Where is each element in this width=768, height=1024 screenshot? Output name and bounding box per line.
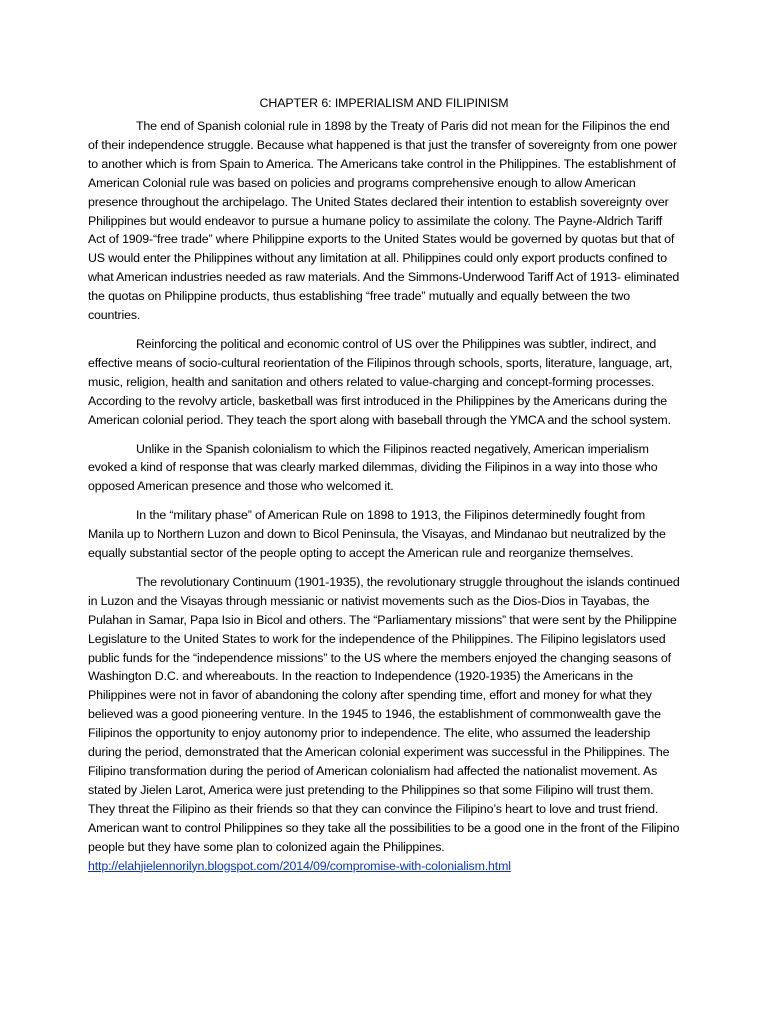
paragraph-2: Reinforcing the political and economic control of US over the Philippines was subtler, indirect, and effective means of socio-cultural reorientation of the Filipinos through schools, sports, literature, language, art, music, religion, health and sanitation and others related to value-charging and concept-forming processes. According to the revolvy article, basketball was first introduced in the Philippines by the Americans during the American colonial period. They teach the sport along with baseball through the YMCA and the school system. [88,336,673,427]
paragraph-5: The revolutionary Continuum (1901-1935), the revolutionary struggle throughout the islands continued in Luzon and the Visayas through messianic or nativist movements such as the Dios-Dios in Tayabas, the Pulahan in Samar, Papa Isio in Bicol and others. The “Parliamentary missions” that were sent by the Philippine Legislature to the United States to work for the independence of the Philippines. The Filipino legislators used public funds for the “independence missions” to the US where the members enjoyed the changing seasons of Washington D.C. and whereabouts. In the reaction to Independence (1920-1935) the Americans in the Philippines were not in favor of abandoning the colony after spending time, effort and money for what they believed was a good pioneering venture. In the 1945 to 1946, the establishment of commonwealth gave the Filipinos the opportunity to enjoy autonomy prior to independence. The elite, who assumed the leadership during the period, demonstrated that the American colonial experiment was successful in the Philippines. The Filipino transformation during the period of American colonialism had affected the nationalist movement. As stated by Jielen Larot, America were just pretending to the Philippines so that some Filipino will trust them. They threat the Filipino as their friends so that they can convince the Filipino’s heart to love and trust friend. American want to control Philippines so they take all the possibilities to be a good one in the front of the Filipino people but they have some plan to colonized again the Philippines. [88,574,680,854]
paragraph-4: In the “military phase” of American Rule on 1898 to 1913, the Filipinos determinedly fought from Manila up to Northern Luzon and down to Bicol Peninsula, the Visayas, and Mindanao but neutralized by the equally substantial sector of the people opting to accept the American rule and reorganize themselves. [88,508,666,561]
paragraph-3: Unlike in the Spanish colonialism to which the Filipinos reacted negatively, American imperialism evoked a kind of response that was clearly marked dilemmas, dividing the Filipinos in a way into those who opposed American presence and those who welcomed it. [88,441,658,494]
source-link[interactable]: http://elahjielennorilyn.blogspot.com/2014/09/compromise-with-colonialism.html [88,858,511,873]
document-page [88,94,680,875]
paragraph-1: The end of Spanish colonial rule in 1898 by the Treaty of Paris did not mean for the Filipinos the end of their independence struggle. Because what happened is that just the transfer of sovereignty from one power to another which is from Spain to America. The Americans take control in the Philippines. The establishment of American Colonial rule was based on policies and programs comprehensive enough to allow American presence throughout the archipelago. The United States declared their intention to establish sovereignty over Philippines but would endeavor to pursue a humane policy to assimilate the colony. The Payne-Aldrich Tariff Act of 1909-“free trade” where Philippine exports to the United States would be governed by quotas but that of US would enter the Philippines without any limitation at all. Philippines could only export products confined to what American industries needed as raw materials. And the Simmons-Underwood Tariff Act of 1913- eliminated the quotas on Philippine products, thus establishing “free trade” mutually and equally between the two countries. [88,119,680,323]
source-link-line [88,857,680,876]
chapter-title: CHAPTER 6: IMPERIALISM AND FILIPINISM [259,96,509,110]
